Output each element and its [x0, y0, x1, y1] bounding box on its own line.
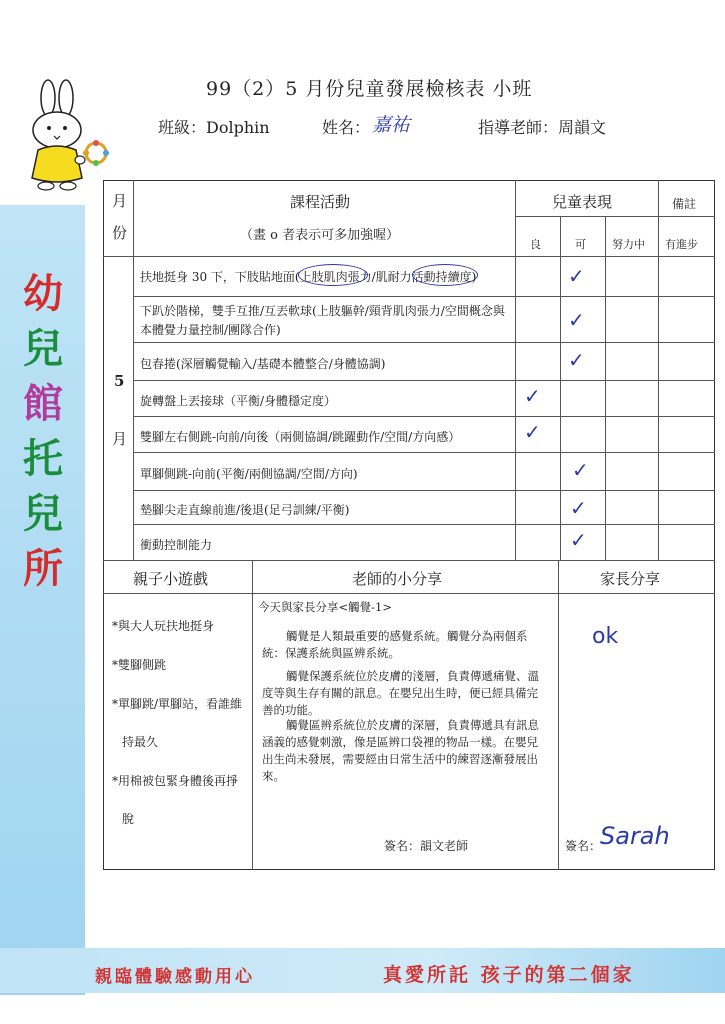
sidebar-char: 兒	[23, 326, 63, 372]
check-mark-icon: ✓	[568, 348, 585, 372]
activity-text: 衝動控制能力	[140, 538, 213, 552]
share-title: 今天與家長分享<觸覺-1>	[258, 600, 392, 614]
emphasis-circle	[298, 264, 368, 286]
rabbit-mascot-icon	[18, 78, 113, 198]
footer-slogan-left: 親臨體驗感動用心	[95, 967, 255, 987]
course-header: 課程活動	[290, 193, 351, 211]
grade-header: 可	[575, 238, 586, 251]
game-item: *與大人玩扶地挺身	[112, 619, 215, 633]
check-mark-icon: ✓	[568, 308, 585, 332]
sidebar-char: 幼	[23, 271, 63, 317]
grade-header: 努力中	[612, 238, 645, 251]
activity-text: 雙腳左右側跳-向前/向後（兩側協調/跳躍動作/空間/方向感）	[140, 430, 461, 444]
game-item: 脫	[122, 812, 135, 826]
game-item: *用棉被包緊身體後再掙	[112, 774, 239, 788]
game-item: *雙腳側跳	[112, 658, 167, 672]
game-item: 持最久	[122, 735, 159, 749]
grade-header: 良	[530, 238, 541, 251]
parent-comment: ok	[592, 624, 619, 649]
check-mark-icon: ✓	[572, 458, 589, 482]
page-title: 99（2）5 月份兒童發展檢核表 小班	[206, 78, 533, 100]
footer-slogan-right: 真愛所託 孩子的第二個家	[383, 964, 635, 986]
games-header: 親子小遊戲	[133, 570, 209, 588]
check-mark-icon: ✓	[568, 264, 585, 288]
share-paragraph: 觸覺區辨系統位於皮膚的深層，負責傳遞具有訊息涵義的感覺刺激，像是區辨口袋裡的物品一樣。在嬰兒出生尚未發展，需要經由日常生活中的練習逐漸發展出來。	[262, 718, 539, 783]
grade-header: 有進步	[665, 238, 698, 251]
activity-text: 旋轉盤上丟接球（平衡/身體穩定度）	[140, 394, 337, 408]
parent-signature: Sarah	[600, 822, 670, 850]
check-mark-icon: ✓	[570, 528, 587, 552]
sidebar-char: 館	[23, 381, 63, 427]
month-header: 份	[112, 224, 128, 242]
activity-text: 墊腳尖走直線前進/後退(足弓訓練/平衡)	[140, 503, 350, 517]
student-name: 嘉祐	[372, 114, 411, 136]
activity-text: 本體覺力量控制/團隊合作)	[140, 323, 281, 337]
teacher-share-header: 老師的小分享	[352, 570, 443, 588]
activity-text: 單腳側跳-向前(平衡/兩側協調/空間/方向)	[140, 467, 358, 481]
emphasis-circle	[412, 264, 478, 286]
activity-text: 扶地挺身 30 下，下肢貼地面(上肢肌肉張力/肌耐力活動持續度)	[140, 270, 477, 284]
remark-header: 備註	[672, 197, 697, 211]
name-label: 姓名：	[322, 118, 371, 137]
check-mark-icon: ✓	[524, 384, 541, 408]
month-value: 5	[114, 372, 125, 390]
parent-share-header: 家長分享	[600, 570, 661, 588]
course-note: （畫 o 者表示可多加強喔）	[240, 228, 400, 243]
share-paragraph: 觸覺保護系統位於皮膚的淺層，負責傳遞痛覺、溫度等與生存有關的訊息。在嬰兒出生時，便已經具備完善的功能。	[262, 669, 539, 717]
class-label: 班級：Dolphin	[158, 118, 270, 137]
activity-text: 下趴於階梯，雙手互推/互丟軟球(上肢軀幹/頸背肌肉張力/空間概念與	[140, 304, 505, 318]
month-value: 月	[112, 430, 128, 448]
sidebar-char: 托	[23, 436, 63, 482]
game-item: *單腳跳/單腳站，看誰維	[112, 697, 243, 711]
month-header: 月	[112, 192, 128, 210]
share-paragraph: 觸覺是人類最重要的感覺系統。觸覺分為兩個系統：保護系統與區辨系統。	[262, 629, 528, 660]
teacher-signature: 簽名：韻文老師	[384, 839, 469, 853]
activity-text: 包春捲(深層觸覺輸入/基礎本體整合/身體協調)	[140, 357, 386, 371]
teacher-label: 指導老師：周韻文	[478, 118, 607, 137]
check-mark-icon: ✓	[524, 420, 541, 444]
performance-header: 兒童表現	[552, 193, 613, 211]
check-mark-icon: ✓	[570, 496, 587, 520]
parent-sign-label: 簽名：	[565, 839, 602, 853]
sidebar-char: 所	[23, 546, 63, 592]
sidebar-char: 兒	[23, 491, 63, 537]
